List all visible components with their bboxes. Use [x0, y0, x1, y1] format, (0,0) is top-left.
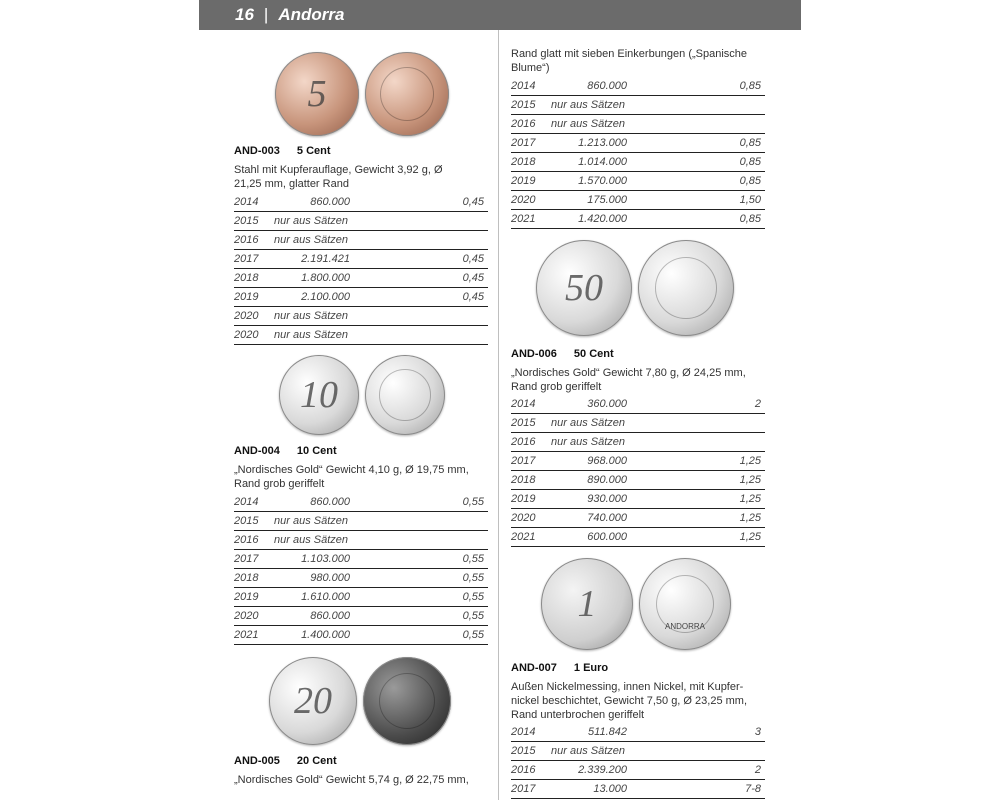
price-cell: 7-8 — [745, 783, 761, 795]
header-separator: | — [263, 5, 269, 24]
coin-denomination: 1 Euro — [573, 662, 609, 674]
table-row — [511, 153, 765, 172]
table-row — [234, 588, 488, 607]
mintage-cell: 2.191.421 — [301, 253, 350, 265]
coin-code: AND-007 — [511, 662, 557, 674]
coin-description-part-1: „Nordisches Gold“ Gewicht 5,74 g, Ø 22,75 mm, — [234, 774, 469, 786]
year-cell: 2018 — [511, 474, 536, 486]
price-cell: 0,45 — [462, 272, 484, 284]
year-cell: 2019 — [511, 175, 536, 187]
year-cell: 2019 — [234, 291, 259, 303]
coin-description: Außen Nickelmessing, innen Nickel, mit Kupfer-nickel beschichtet, Gewicht 7,50 g, Ø 23,25 mm, Rand unterbrochen geriffelt — [511, 681, 748, 721]
coin-denomination: 50 Cent — [573, 348, 614, 360]
mintage-table-and-003 — [234, 193, 488, 345]
price-cell: 2 — [754, 764, 761, 776]
coin-reverse-image — [638, 240, 734, 336]
price-cell: 3 — [754, 726, 761, 738]
coin-denomination: 20 Cent — [296, 755, 337, 767]
year-cell: 2015 — [234, 215, 259, 227]
coin-design — [380, 67, 434, 121]
price-cell: 1,25 — [739, 474, 761, 486]
coin-title-and-003 — [234, 145, 331, 157]
catalog-page — [199, 0, 801, 800]
coin-denomination-mark: 1 — [577, 583, 597, 625]
coin-description: Stahl mit Kupferauflage, Gewicht 3,92 g, Ø 21,25 mm, glatter Rand — [234, 164, 443, 190]
mintage-cell: 860.000 — [587, 80, 627, 92]
price-cell: 0,45 — [462, 253, 484, 265]
table-row — [234, 531, 488, 550]
mintage-cell: 511.842 — [588, 726, 627, 738]
mintage-cell: 1.420.000 — [578, 213, 627, 225]
year-cell: 2019 — [511, 493, 536, 505]
mintage-cell: nur aus Sätzen — [274, 515, 348, 527]
coin-denomination: 5 Cent — [296, 145, 331, 157]
table-row — [511, 210, 765, 229]
table-row — [234, 231, 488, 250]
mintage-table-and-004 — [234, 493, 488, 645]
table-row — [511, 490, 765, 509]
mintage-cell: 740.000 — [587, 512, 627, 524]
table-row — [234, 569, 488, 588]
table-row — [234, 493, 488, 512]
price-cell: 0,85 — [739, 80, 761, 92]
table-row — [234, 193, 488, 212]
year-cell: 2020 — [234, 610, 259, 622]
year-cell: 2021 — [234, 629, 259, 641]
year-cell: 2014 — [234, 196, 259, 208]
year-cell: 2015 — [511, 417, 536, 429]
coin-legend: ANDORRA — [664, 621, 705, 631]
table-row — [511, 723, 765, 742]
coin-reverse-image — [365, 355, 445, 435]
coin-images-and-006 — [536, 240, 734, 336]
coin-images-and-005 — [269, 657, 451, 745]
coin-design — [655, 257, 716, 318]
year-cell: 2018 — [234, 272, 259, 284]
price-cell: 1,25 — [739, 531, 761, 543]
year-cell: 2016 — [511, 764, 536, 776]
year-cell: 2021 — [511, 213, 536, 225]
coin-obverse-image — [541, 558, 633, 650]
price-cell: 1,25 — [739, 512, 761, 524]
mintage-cell: 930.000 — [587, 493, 627, 505]
year-cell: 2016 — [234, 234, 259, 246]
mintage-cell: nur aus Sätzen — [551, 436, 625, 448]
table-row — [234, 550, 488, 569]
price-cell: 0,55 — [462, 629, 484, 641]
table-row — [511, 780, 765, 799]
coin-title-and-006 — [511, 348, 614, 360]
year-cell: 2021 — [511, 531, 536, 543]
mintage-cell: 968.000 — [587, 455, 627, 467]
mintage-table-and-006 — [511, 395, 765, 547]
year-cell: 2016 — [511, 436, 536, 448]
coin-code: AND-006 — [511, 348, 557, 360]
coin-reverse-image — [363, 657, 451, 745]
mintage-cell: nur aus Sätzen — [551, 99, 625, 111]
mintage-cell: 860.000 — [310, 196, 350, 208]
table-row — [234, 626, 488, 645]
year-cell: 2014 — [511, 398, 536, 410]
country-title: Andorra — [278, 5, 345, 24]
mintage-cell: 1.610.000 — [301, 591, 350, 603]
mintage-cell: nur aus Sätzen — [551, 745, 625, 757]
mintage-cell: 860.000 — [310, 610, 350, 622]
mintage-cell: nur aus Sätzen — [274, 215, 348, 227]
mintage-cell: nur aus Sätzen — [274, 329, 348, 341]
year-cell: 2020 — [234, 329, 259, 341]
year-cell: 2018 — [234, 572, 259, 584]
coin-obverse-image — [269, 657, 357, 745]
year-cell: 2015 — [234, 515, 259, 527]
column-divider — [498, 30, 499, 800]
mintage-cell: 1.213.000 — [578, 137, 627, 149]
mintage-cell: 2.100.000 — [301, 291, 350, 303]
year-cell: 2018 — [511, 156, 536, 168]
table-row — [234, 607, 488, 626]
price-cell: 0,85 — [739, 213, 761, 225]
price-cell: 0,85 — [739, 175, 761, 187]
table-row — [511, 433, 765, 452]
table-row — [234, 288, 488, 307]
coin-code: AND-005 — [234, 755, 280, 767]
year-cell: 2016 — [511, 118, 536, 130]
price-cell: 0,45 — [462, 196, 484, 208]
mintage-table-and-007 — [511, 723, 765, 799]
table-row — [511, 509, 765, 528]
table-row — [511, 761, 765, 780]
mintage-cell: 1.800.000 — [301, 272, 350, 284]
year-cell: 2014 — [511, 726, 536, 738]
mintage-cell: 1.570.000 — [578, 175, 627, 187]
price-cell: 0,55 — [462, 610, 484, 622]
table-row — [511, 471, 765, 490]
table-row — [511, 452, 765, 471]
price-cell: 0,45 — [462, 291, 484, 303]
coin-images-and-004 — [279, 355, 445, 435]
coin-reverse-image — [365, 52, 449, 136]
mintage-cell: nur aus Sätzen — [274, 534, 348, 546]
price-cell: 2 — [754, 398, 761, 410]
year-cell: 2017 — [511, 455, 536, 467]
mintage-cell: 890.000 — [587, 474, 627, 486]
year-cell: 2020 — [234, 310, 259, 322]
year-cell: 2020 — [511, 512, 536, 524]
year-cell: 2016 — [234, 534, 259, 546]
mintage-cell: 860.000 — [310, 496, 350, 508]
year-cell: 2017 — [511, 783, 536, 795]
year-cell: 2017 — [234, 253, 259, 265]
table-row — [511, 414, 765, 433]
mintage-cell: 1.103.000 — [301, 553, 350, 565]
coin-description: „Nordisches Gold“ Gewicht 4,10 g, Ø 19,75 mm, Rand grob geriffelt — [234, 464, 469, 490]
table-row — [234, 212, 488, 231]
coin-obverse-image — [536, 240, 632, 336]
mintage-cell: 13.000 — [593, 783, 627, 795]
coin-denomination-mark: 5 — [307, 73, 327, 115]
year-cell: 2014 — [511, 80, 536, 92]
table-row — [234, 512, 488, 531]
mintage-cell: 175.000 — [587, 194, 627, 206]
mintage-cell: 2.339.200 — [578, 764, 627, 776]
table-row — [234, 307, 488, 326]
year-cell: 2017 — [234, 553, 259, 565]
mintage-table-and-005 — [511, 77, 765, 229]
mintage-cell: 1.400.000 — [301, 629, 350, 641]
coin-code: AND-004 — [234, 445, 280, 457]
coin-design — [379, 369, 430, 420]
price-cell: 0,85 — [739, 137, 761, 149]
table-row — [234, 269, 488, 288]
price-cell: 0,55 — [462, 591, 484, 603]
price-cell: 0,55 — [462, 496, 484, 508]
table-row — [511, 134, 765, 153]
mintage-cell: 600.000 — [587, 531, 627, 543]
mintage-cell: nur aus Sätzen — [274, 234, 348, 246]
year-cell: 2020 — [511, 194, 536, 206]
coin-obverse-image — [279, 355, 359, 435]
coin-design — [379, 673, 435, 729]
price-cell: 0,55 — [462, 572, 484, 584]
coin-denomination-mark: 10 — [300, 374, 338, 416]
mintage-cell: nur aus Sätzen — [551, 417, 625, 429]
mintage-cell: nur aus Sätzen — [274, 310, 348, 322]
coin-code: AND-003 — [234, 145, 280, 157]
coin-description-part-2: Rand glatt mit sieben Einkerbungen („Spanische Blume“) — [511, 48, 748, 74]
coin-description: „Nordisches Gold“ Gewicht 7,80 g, Ø 24,25 mm, Rand grob geriffelt — [511, 367, 746, 393]
year-cell: 2019 — [234, 591, 259, 603]
year-cell: 2017 — [511, 137, 536, 149]
table-row — [511, 172, 765, 191]
table-row — [511, 191, 765, 210]
price-cell: 0,55 — [462, 553, 484, 565]
table-row — [511, 96, 765, 115]
price-cell: 1,25 — [739, 493, 761, 505]
coin-images-and-003 — [275, 52, 449, 136]
page-header — [199, 0, 801, 30]
table-row — [511, 528, 765, 547]
coin-title-and-004 — [234, 445, 337, 457]
mintage-cell: nur aus Sätzen — [551, 118, 625, 130]
mintage-cell: 980.000 — [310, 572, 350, 584]
coin-obverse-image — [275, 52, 359, 136]
coin-reverse-image — [639, 558, 731, 650]
table-row — [234, 250, 488, 269]
price-cell: 1,50 — [739, 194, 761, 206]
table-row — [511, 77, 765, 96]
table-row — [511, 742, 765, 761]
coin-denomination-mark: 20 — [294, 680, 332, 722]
coin-denomination: 10 Cent — [296, 445, 337, 457]
year-cell: 2015 — [511, 745, 536, 757]
table-row — [511, 395, 765, 414]
coin-title-and-007 — [511, 662, 608, 674]
year-cell: 2014 — [234, 496, 259, 508]
year-cell: 2015 — [511, 99, 536, 111]
mintage-cell: 360.000 — [587, 398, 627, 410]
coin-images-and-007 — [541, 558, 731, 650]
price-cell: 0,85 — [739, 156, 761, 168]
table-row — [234, 326, 488, 345]
coin-title-and-005 — [234, 755, 337, 767]
table-row — [511, 115, 765, 134]
coin-denomination-mark: 50 — [565, 267, 603, 309]
mintage-cell: 1.014.000 — [578, 156, 627, 168]
price-cell: 1,25 — [739, 455, 761, 467]
page-number: 16 — [235, 5, 254, 24]
